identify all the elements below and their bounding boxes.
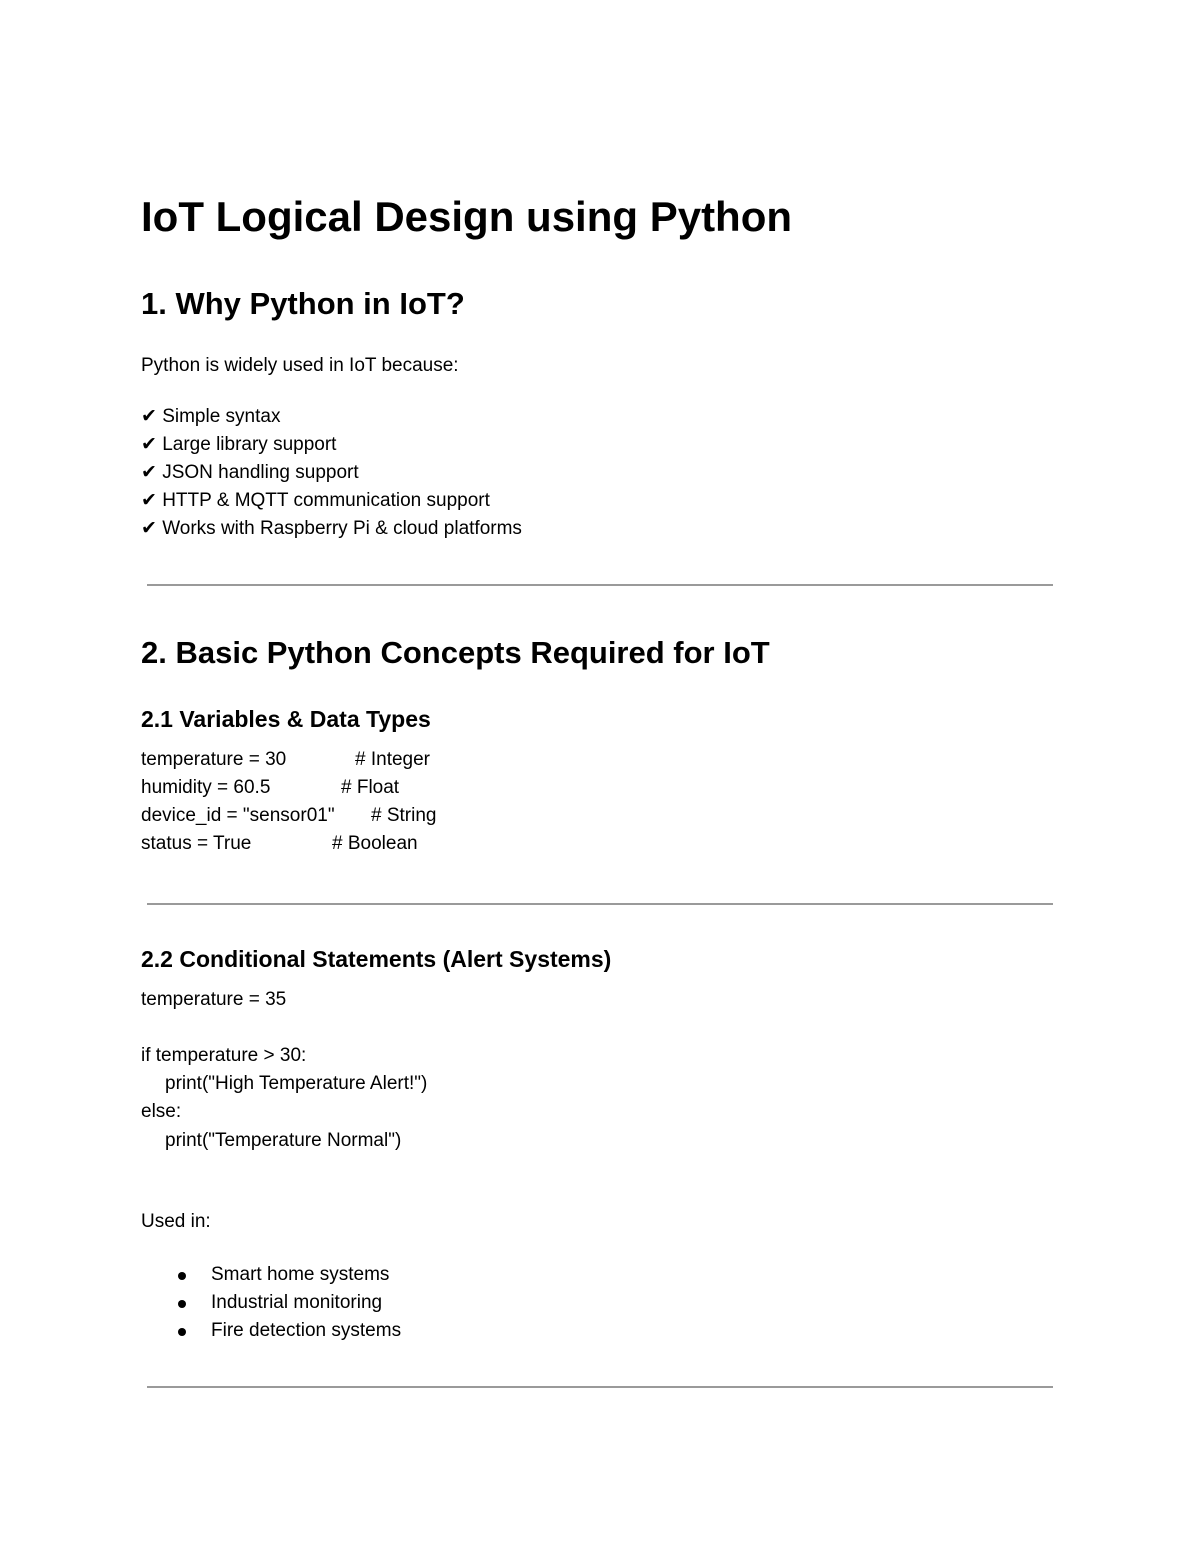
code-comment: # String bbox=[371, 805, 437, 826]
used-in-label: Used in: bbox=[141, 1211, 211, 1232]
code-line: print("Temperature Normal") bbox=[165, 1130, 402, 1151]
checklist-item: ✔ Large library support bbox=[141, 434, 337, 455]
bullet-icon bbox=[178, 1328, 186, 1336]
code-line: temperature = 30 bbox=[141, 749, 287, 770]
code-line: status = True bbox=[141, 833, 252, 854]
bullet-icon bbox=[178, 1272, 186, 1280]
checklist-item: ✔ JSON handling support bbox=[141, 462, 359, 483]
code-line: humidity = 60.5 bbox=[141, 777, 271, 798]
code-comment: # Float bbox=[341, 777, 400, 798]
list-item: Fire detection systems bbox=[211, 1320, 402, 1341]
checklist-item: ✔ HTTP & MQTT communication support bbox=[141, 490, 490, 511]
horizontal-divider bbox=[147, 903, 1053, 905]
code-comment: # Boolean bbox=[332, 833, 418, 854]
code-line: temperature = 35 bbox=[141, 989, 287, 1010]
section-2-heading: 2. Basic Python Concepts Required for IoT bbox=[141, 635, 770, 670]
list-item: Industrial monitoring bbox=[211, 1292, 383, 1313]
checklist-item: ✔ Works with Raspberry Pi & cloud platforms bbox=[141, 518, 522, 539]
section-1-heading: 1. Why Python in IoT? bbox=[141, 286, 465, 321]
code-line: else: bbox=[141, 1101, 182, 1122]
subsection-2-2-heading: 2.2 Conditional Statements (Alert Systems) bbox=[141, 946, 612, 972]
code-line: device_id = "sensor01" bbox=[141, 805, 335, 826]
code-comment: # Integer bbox=[355, 749, 430, 770]
code-line: if temperature > 30: bbox=[141, 1045, 307, 1066]
bullet-icon bbox=[178, 1300, 186, 1308]
page-title: IoT Logical Design using Python bbox=[141, 193, 793, 240]
horizontal-divider bbox=[147, 584, 1053, 586]
checklist-item: ✔ Simple syntax bbox=[141, 406, 281, 427]
section-1-intro: Python is widely used in IoT because: bbox=[141, 355, 459, 376]
code-line: print("High Temperature Alert!") bbox=[165, 1073, 428, 1094]
list-item: Smart home systems bbox=[211, 1264, 390, 1285]
horizontal-divider bbox=[147, 1386, 1053, 1388]
subsection-2-1-heading: 2.1 Variables & Data Types bbox=[141, 706, 431, 732]
